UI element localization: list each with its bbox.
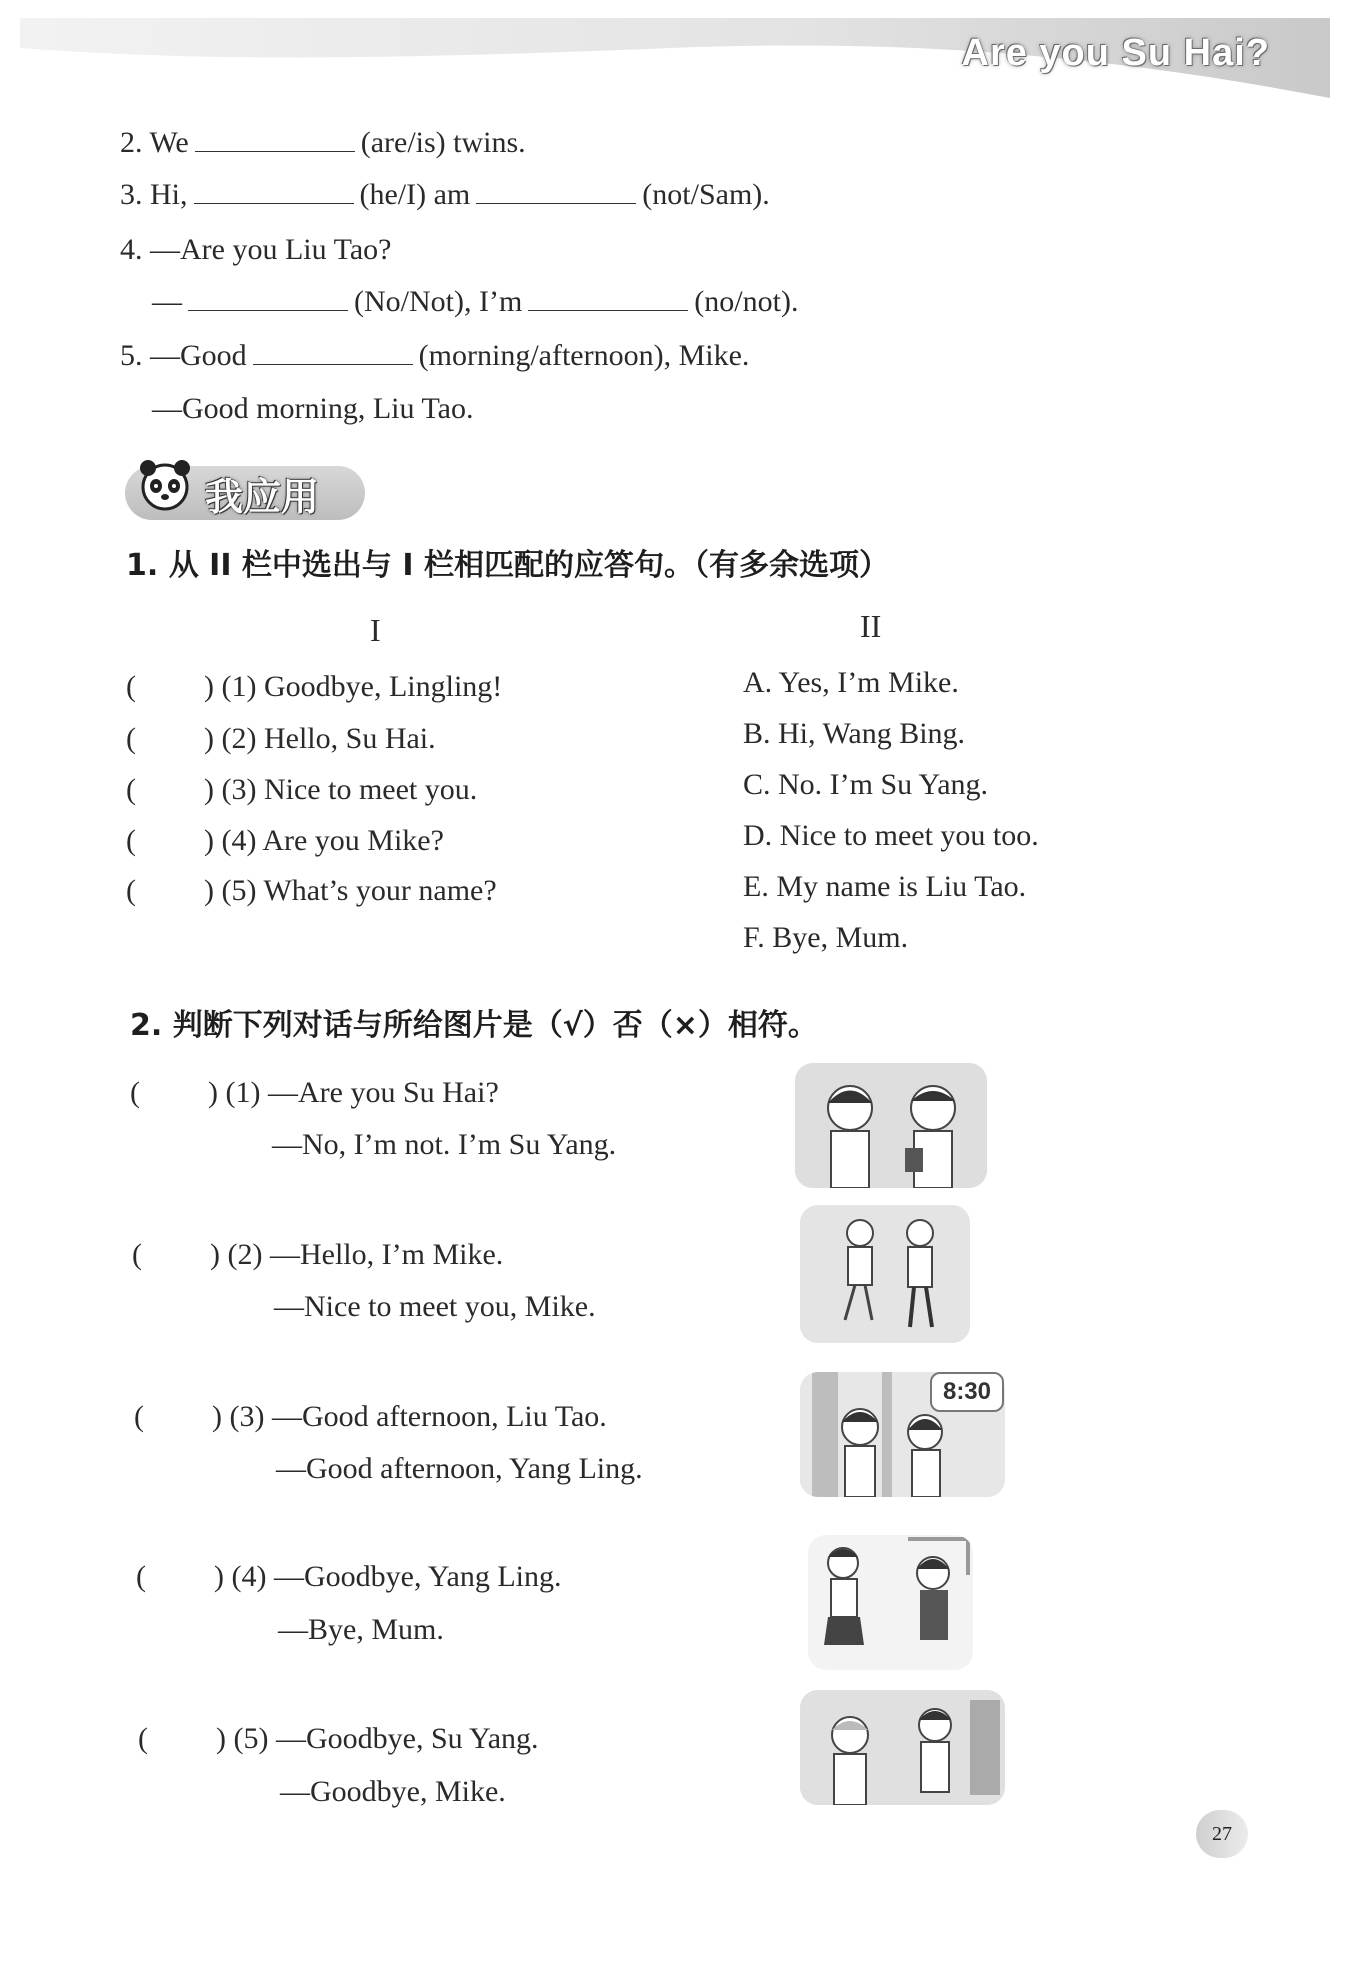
section-title: 我应用 [205, 475, 320, 519]
answer-paren[interactable]: ( [126, 773, 136, 806]
match-right-c: C. No. I’m Su Yang. [743, 768, 989, 801]
answer-paren[interactable]: ( [126, 824, 136, 857]
match-right-a: A. Yes, I’m Mike. [743, 666, 959, 699]
clock-badge: 8:30 [930, 1372, 1004, 1412]
answer-paren[interactable]: ( [134, 1400, 144, 1433]
match-right-b: B. Hi, Wang Bing. [743, 717, 966, 750]
match-left-1: ( ) (1) Goodbye, Lingling! [126, 670, 503, 703]
match-left-2: ( ) (2) Hello, Su Hai. [126, 722, 436, 755]
answer-blank[interactable] [476, 181, 636, 204]
fill-item-3: 3. Hi, (he/I) am (not/Sam). [120, 178, 770, 211]
match-left-3: ( ) (3) Nice to meet you. [126, 773, 478, 806]
judge-item-3-line2: —Good afternoon, Yang Ling. [276, 1452, 643, 1485]
fill-item-2: 2. We (are/is) twins. [120, 126, 526, 159]
answer-paren[interactable]: ( [138, 1722, 148, 1755]
answer-blank[interactable] [253, 342, 413, 365]
fill-item-5-reply: —Good morning, Liu Tao. [152, 392, 474, 425]
header-title: Are you Su Hai? [961, 32, 1270, 74]
fill-item-5: 5. —Good (morning/afternoon), Mike. [120, 339, 750, 372]
answer-blank[interactable] [188, 288, 348, 311]
picture-4-waving [808, 1535, 973, 1670]
answer-paren[interactable]: ( [126, 722, 136, 755]
picture-2-walking-children [800, 1205, 970, 1343]
picture-1-two-children [795, 1063, 987, 1188]
judge-item-5-line1: ( ) (5) —Goodbye, Su Yang. [138, 1722, 539, 1755]
answer-paren[interactable]: ( [132, 1238, 142, 1271]
match-right-e: E. My name is Liu Tao. [743, 870, 1027, 903]
panda-icon [134, 454, 196, 516]
match-left-4: ( ) (4) Are you Mike? [126, 824, 444, 857]
picture-5-library [800, 1690, 1005, 1805]
answer-blank[interactable] [194, 181, 354, 204]
answer-paren[interactable]: ( [136, 1560, 146, 1593]
judge-item-2-line2: —Nice to meet you, Mike. [274, 1290, 596, 1323]
task1-heading: 1. 从 II 栏中选出与 I 栏相匹配的应答句。（有多余选项） [126, 548, 889, 583]
column-ii-header: II [860, 608, 882, 644]
answer-paren[interactable]: ( [126, 874, 136, 907]
task2-heading: 2. 判断下列对话与所给图片是（√）否（×）相符。 [130, 1008, 818, 1043]
match-right-f: F. Bye, Mum. [743, 921, 909, 954]
judge-item-5-line2: —Goodbye, Mike. [280, 1775, 506, 1808]
fill-item-4-answer: — (No/Not), I’m (no/not). [152, 285, 799, 318]
judge-item-1-line2: —No, I’m not. I’m Su Yang. [272, 1128, 617, 1161]
match-left-5: ( ) (5) What’s your name? [126, 874, 497, 907]
judge-item-4-line2: —Bye, Mum. [278, 1613, 444, 1646]
fill-item-4-question: 4. —Are you Liu Tao? [120, 233, 392, 266]
judge-item-4-line1: ( ) (4) —Goodbye, Yang Ling. [136, 1560, 562, 1593]
answer-blank[interactable] [195, 129, 355, 152]
page-number: 27 [1196, 1810, 1248, 1858]
match-right-d: D. Nice to meet you too. [743, 819, 1039, 852]
column-i-header: I [370, 612, 381, 648]
judge-item-1-line1: ( ) (1) —Are you Su Hai? [130, 1076, 499, 1109]
answer-paren[interactable]: ( [126, 670, 136, 703]
answer-blank[interactable] [528, 288, 688, 311]
judge-item-2-line1: ( ) (2) —Hello, I’m Mike. [132, 1238, 504, 1271]
judge-item-3-line1: ( ) (3) —Good afternoon, Liu Tao. [134, 1400, 607, 1433]
answer-paren[interactable]: ( [130, 1076, 140, 1109]
